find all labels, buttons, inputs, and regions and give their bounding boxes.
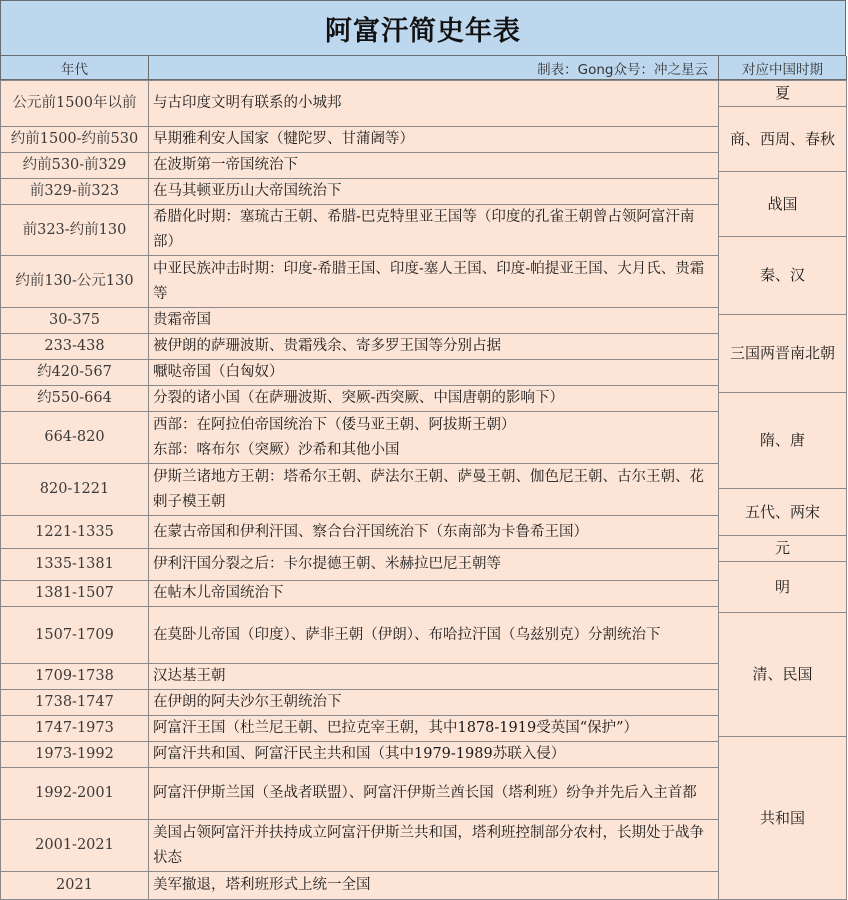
year-cell: 820-1221	[0, 463, 149, 516]
event-cell: 在马其顿亚历山大帝国统治下	[148, 178, 719, 205]
event-cell: 阿富汗共和国、阿富汗民主共和国（其中1979-1989苏联入侵）	[148, 741, 719, 768]
event-cell: 伊斯兰诸地方王朝：塔希尔王朝、萨法尔王朝、萨曼王朝、伽色尼王朝、古尔王朝、花剌子模王朝	[148, 463, 719, 516]
event-cell: 在蒙古帝国和伊利汗国、察合台汗国统治下（东南部为卡鲁希王国）	[148, 515, 719, 549]
year-cell: 约420-567	[0, 359, 149, 386]
year-cell: 2001-2021	[0, 819, 149, 872]
event-cell: 美军撤退，塔利班形式上统一全国	[148, 871, 719, 900]
year-cell: 1381-1507	[0, 580, 149, 607]
event-cell: 在波斯第一帝国统治下	[148, 152, 719, 179]
year-cell: 2021	[0, 871, 149, 900]
year-cell: 1992-2001	[0, 767, 149, 820]
event-cell: 美国占领阿富汗并扶持成立阿富汗伊斯兰共和国，塔利班控制部分农村，长期处于战争状态	[148, 819, 719, 872]
event-cell: 被伊朗的萨珊波斯、贵霜残余、寄多罗王国等分别占据	[148, 333, 719, 360]
event-cell: 中亚民族冲击时期：印度-希腊王国、印度-塞人王国、印度-帕提亚王国、大月氏、贵霜等	[148, 255, 719, 308]
china-period-cell: 共和国	[718, 736, 847, 900]
year-cell: 1709-1738	[0, 663, 149, 690]
event-cell: 分裂的诸小国（在萨珊波斯、突厥-西突厥、中国唐朝的影响下）	[148, 385, 719, 412]
year-cell: 约550-664	[0, 385, 149, 412]
year-cell: 1507-1709	[0, 606, 149, 664]
page-title: 阿富汗简史年表	[0, 0, 846, 56]
year-cell: 233-438	[0, 333, 149, 360]
header-maker-credit: 制表：Gong众号：冲之星云	[148, 56, 719, 80]
event-line-west: 西部：在阿拉伯帝国统治下（倭马亚王朝、阿拔斯王朝）	[153, 416, 516, 433]
china-period-cell: 清、民国	[718, 612, 847, 737]
event-cell: 希腊化时期：塞琉古王朝、希腊-巴克特里亚王国等（印度的孔雀王朝曾占领阿富汗南部）	[148, 204, 719, 256]
year-cell: 1738-1747	[0, 689, 149, 716]
year-cell: 1221-1335	[0, 515, 149, 549]
year-cell: 公元前1500年以前	[0, 80, 149, 127]
china-period-cell: 夏	[718, 80, 847, 107]
year-cell: 前329-前323	[0, 178, 149, 205]
header-period: 对应中国时期	[718, 56, 847, 80]
year-cell: 前323-约前130	[0, 204, 149, 256]
china-period-cell: 商、西周、春秋	[718, 106, 847, 172]
event-line-east: 东部：喀布尔（突厥）沙希和其他小国	[153, 441, 400, 458]
china-period-cell: 五代、两宋	[718, 488, 847, 536]
header-year: 年代	[0, 56, 149, 80]
event-cell: 阿富汗王国（杜兰尼王朝、巴拉克宰王朝，其中1878-1919受英国“保护”）	[148, 715, 719, 742]
event-cell: 在莫卧儿帝国（印度）、萨非王朝（伊朗）、布哈拉汗国（乌兹别克）分割统治下	[148, 606, 719, 664]
year-cell: 约前530-前329	[0, 152, 149, 179]
china-period-cell: 元	[718, 535, 847, 562]
year-cell: 约前130-公元130	[0, 255, 149, 308]
china-period-cell: 隋、唐	[718, 392, 847, 489]
year-cell: 30-375	[0, 307, 149, 334]
event-cell: 早期雅利安人国家（犍陀罗、甘蒲阇等）	[148, 126, 719, 153]
event-cell: 伊利汗国分裂之后：卡尔提德王朝、米赫拉巴尼王朝等	[148, 548, 719, 581]
event-cell: 汉达基王朝	[148, 663, 719, 690]
event-cell: 贵霜帝国	[148, 307, 719, 334]
china-period-cell: 战国	[718, 171, 847, 237]
year-cell: 1747-1973	[0, 715, 149, 742]
event-cell	[148, 411, 719, 464]
china-period-cell: 三国两晋南北朝	[718, 314, 847, 393]
event-cell: 与古印度文明有联系的小城邦	[148, 80, 719, 127]
year-cell: 约前1500-约前530	[0, 126, 149, 153]
event-cell: 在帖木儿帝国统治下	[148, 580, 719, 607]
event-cell: 嚈哒帝国（白匈奴）	[148, 359, 719, 386]
china-period-cell: 秦、汉	[718, 236, 847, 315]
year-cell: 1973-1992	[0, 741, 149, 768]
year-cell: 1335-1381	[0, 548, 149, 581]
year-cell: 664-820	[0, 411, 149, 464]
event-cell: 阿富汗伊斯兰国（圣战者联盟）、阿富汗伊斯兰酋长国（塔利班）纷争并先后入主首都	[148, 767, 719, 820]
event-cell: 在伊朗的阿夫沙尔王朝统治下	[148, 689, 719, 716]
china-period-cell: 明	[718, 561, 847, 613]
